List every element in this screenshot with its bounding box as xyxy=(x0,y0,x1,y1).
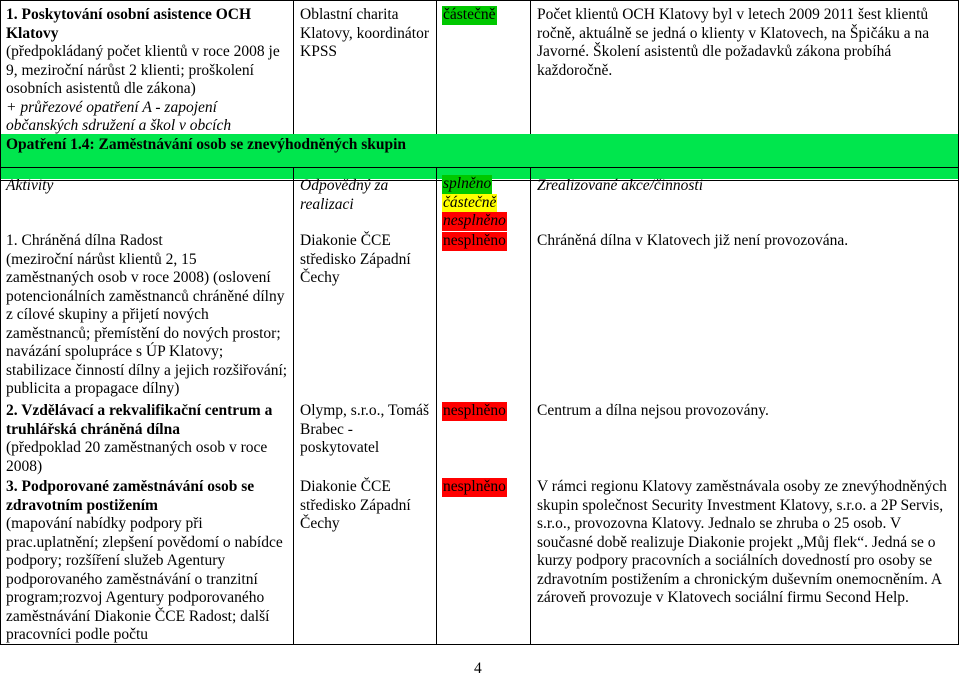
row1-title: 1. Chráněná dílna Radost xyxy=(6,232,163,249)
row2-note: Centrum a dílna nejsou provozovány. xyxy=(537,402,769,419)
row1-note: Chráněná dílna v Klatovech již není provozována. xyxy=(537,232,849,249)
header-activities: Aktivity xyxy=(6,177,54,194)
row2-title: 2. Vzdělávací a rekvalifikační centrum a truhlářská chráněná dílna xyxy=(6,402,273,438)
row3-activity xyxy=(1,476,293,644)
row3-status: nesplněno xyxy=(443,478,506,495)
row2-activity xyxy=(1,400,293,476)
goal-status: částečně xyxy=(443,6,496,23)
header-status-done: splněno xyxy=(443,175,492,192)
row2-responsible: Olymp, s.r.o., Tomáš Brabec - poskytovatel xyxy=(300,402,430,456)
row3-desc: (mapování nabídky podpory při prac.uplatnění; zlepšení povědomí o nabídce podpory; rozšíření služeb Agentury podporovaného zaměstnávání o tranzitní program;rozvoj Agentury podporovaného zaměstnávání Diakonie ČCE Radost; další pracovníci podle počtu xyxy=(6,515,283,643)
row1-responsible: Diakonie ČCE středisko Západní Čechy xyxy=(300,232,411,286)
goal-title: 1. Poskytování osobní asistence OCH Klatovy xyxy=(6,6,252,42)
row2-status: nesplněno xyxy=(443,402,506,419)
header-status-not: nesplněno xyxy=(443,212,506,229)
row1-desc: (meziroční nárůst klientů 2, 15 zaměstnaných osob v roce 2008) (oslovení potencionálních zaměstnanců chráněné dílny z cílové skupiny a přijetí nových zaměstnanců; přemístění do nových prostor; navázání spolupráce s ÚP Klatovy; stabilizace činností dílny a jejich rozšiřování; publicita a propagace dílny) xyxy=(6,250,288,397)
header-status-partial: částečně xyxy=(443,193,497,211)
goal-status-cell xyxy=(437,4,529,44)
page-number: 4 xyxy=(474,660,482,673)
row3-responsible: Diakonie ČCE středisko Západní Čechy xyxy=(300,478,411,532)
row2-status-cell xyxy=(437,400,529,424)
row3-note: V rámci regionu Klatovy zaměstnávala osoby ze znevýhodněných skupin společnost Security Investment Klatovy, s.r.o. a 2P Servis, s.r.o., provozovna Klatovy. Jednalo se zhruba o 25 osob. V současné době realizuje Diakonie projekt „Můj flek“. Jedná se o kurzy podpory pracovních a sociálních dovedností pro osoby se zdravotním postižením a chronickým duševním onemocněním. A zároveň provozuje v Klatovech sociální firmu Second Help. xyxy=(537,478,947,606)
row3-status-cell xyxy=(437,476,529,500)
header-realized: Zrealizované akce/činnosti xyxy=(537,177,704,194)
goal-cell xyxy=(1,4,293,134)
header-status xyxy=(437,174,529,232)
row2-desc: (předpoklad 20 zaměstnaných osob v roce 2008) xyxy=(6,439,268,475)
row1-status-cell xyxy=(437,230,529,254)
row1-activity xyxy=(1,230,293,400)
goal-desc: (předpokládaný počet klientů v roce 2008 je 9, meziroční nárůst 2 klienti; proškolení osobních asistentů dle zákona) xyxy=(6,43,280,97)
goal-extra: + průřezové opatření A - zapojení občanských sdružení a škol v obcích xyxy=(6,98,232,134)
goal-responsible: Oblastní charita Klatovy, koordinátor KPSS xyxy=(300,6,429,60)
goal-note: Počet klientů OCH Klatovy byl v letech 2009 2011 šest klientů ročně, aktuálně se jedná o klienty v Klatovech, na Špičáku a na Javorné. Školení asistentů dle požadavků zákona probíhá každoročně. xyxy=(537,6,930,79)
row3-title: 3. Podporované zaměstnávání osob se zdravotním postižením xyxy=(6,478,255,514)
section-title: Opatření 1.4: Zaměstnávání osob se znevýhodněných skupin xyxy=(6,136,407,153)
row1-status: nesplněno xyxy=(443,232,506,249)
header-responsible: Odpovědný za realizaci xyxy=(300,177,389,213)
